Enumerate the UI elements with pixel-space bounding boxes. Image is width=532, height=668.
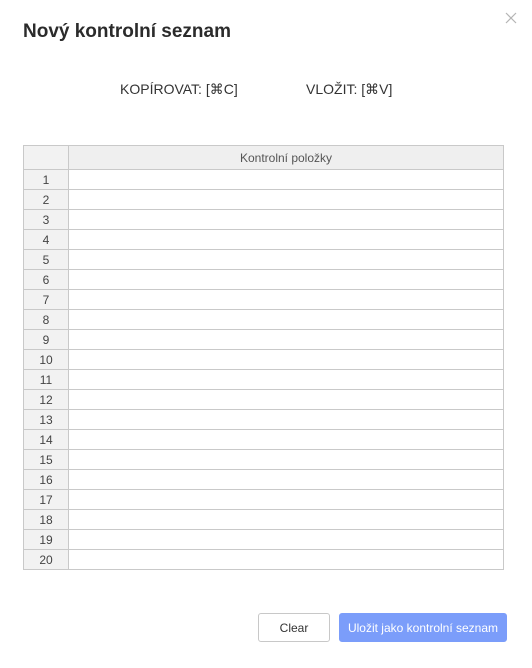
checklist-item-cell[interactable] — [69, 450, 504, 470]
copy-shortcut-label: KOPÍROVAT: [⌘C] — [120, 81, 238, 97]
row-number: 1 — [24, 170, 69, 190]
row-number-header — [24, 146, 69, 170]
table-header-row — [24, 146, 504, 170]
row-number: 16 — [24, 470, 69, 490]
paste-shortcut-label: VLOŽIT: [⌘V] — [306, 81, 393, 97]
close-icon[interactable] — [503, 10, 519, 26]
table-row — [24, 410, 504, 430]
clear-button[interactable]: Clear — [258, 613, 330, 642]
table-body — [24, 170, 504, 570]
checklist-item-cell[interactable] — [69, 430, 504, 450]
row-number: 18 — [24, 510, 69, 530]
row-number: 15 — [24, 450, 69, 470]
table-row — [24, 310, 504, 330]
table-row — [24, 370, 504, 390]
table-row — [24, 270, 504, 290]
table-row — [24, 490, 504, 510]
table-row — [24, 210, 504, 230]
table-row — [24, 290, 504, 310]
table-row — [24, 230, 504, 250]
table-row — [24, 450, 504, 470]
checklist-item-cell[interactable] — [69, 410, 504, 430]
table-row — [24, 170, 504, 190]
save-as-checklist-button[interactable]: Uložit jako kontrolní seznam — [339, 613, 507, 642]
table-row — [24, 470, 504, 490]
row-number: 14 — [24, 430, 69, 450]
checklist-item-cell[interactable] — [69, 230, 504, 250]
table-row — [24, 390, 504, 410]
checklist-item-cell[interactable] — [69, 350, 504, 370]
table-row — [24, 330, 504, 350]
checklist-item-cell[interactable] — [69, 270, 504, 290]
table-row — [24, 350, 504, 370]
checklist-item-cell[interactable] — [69, 190, 504, 210]
checklist-item-cell[interactable] — [69, 290, 504, 310]
row-number: 11 — [24, 370, 69, 390]
checklist-item-cell[interactable] — [69, 490, 504, 510]
table-row — [24, 550, 504, 570]
table-row — [24, 530, 504, 550]
checklist-item-cell[interactable] — [69, 210, 504, 230]
row-number: 19 — [24, 530, 69, 550]
checklist-item-cell[interactable] — [69, 370, 504, 390]
table-row — [24, 430, 504, 450]
row-number: 9 — [24, 330, 69, 350]
row-number: 6 — [24, 270, 69, 290]
row-number: 5 — [24, 250, 69, 270]
row-number: 10 — [24, 350, 69, 370]
row-number: 3 — [24, 210, 69, 230]
checklist-item-cell[interactable] — [69, 390, 504, 410]
checklist-item-cell[interactable] — [69, 250, 504, 270]
row-number: 7 — [24, 290, 69, 310]
row-number: 12 — [24, 390, 69, 410]
checklist-item-cell[interactable] — [69, 310, 504, 330]
row-number: 20 — [24, 550, 69, 570]
checklist-items-table — [23, 145, 504, 570]
table-row — [24, 190, 504, 210]
dialog-title: Nový kontrolní seznam — [23, 21, 231, 42]
table-row — [24, 250, 504, 270]
row-number: 4 — [24, 230, 69, 250]
checklist-item-cell[interactable] — [69, 550, 504, 570]
checklist-item-cell[interactable] — [69, 330, 504, 350]
checklist-item-cell[interactable] — [69, 510, 504, 530]
row-number: 2 — [24, 190, 69, 210]
row-number: 17 — [24, 490, 69, 510]
row-number: 13 — [24, 410, 69, 430]
checklist-item-cell[interactable] — [69, 470, 504, 490]
column-header-checklist-items: Kontrolní položky — [69, 146, 504, 170]
table-row — [24, 510, 504, 530]
row-number: 8 — [24, 310, 69, 330]
checklist-item-cell[interactable] — [69, 170, 504, 190]
checklist-item-cell[interactable] — [69, 530, 504, 550]
